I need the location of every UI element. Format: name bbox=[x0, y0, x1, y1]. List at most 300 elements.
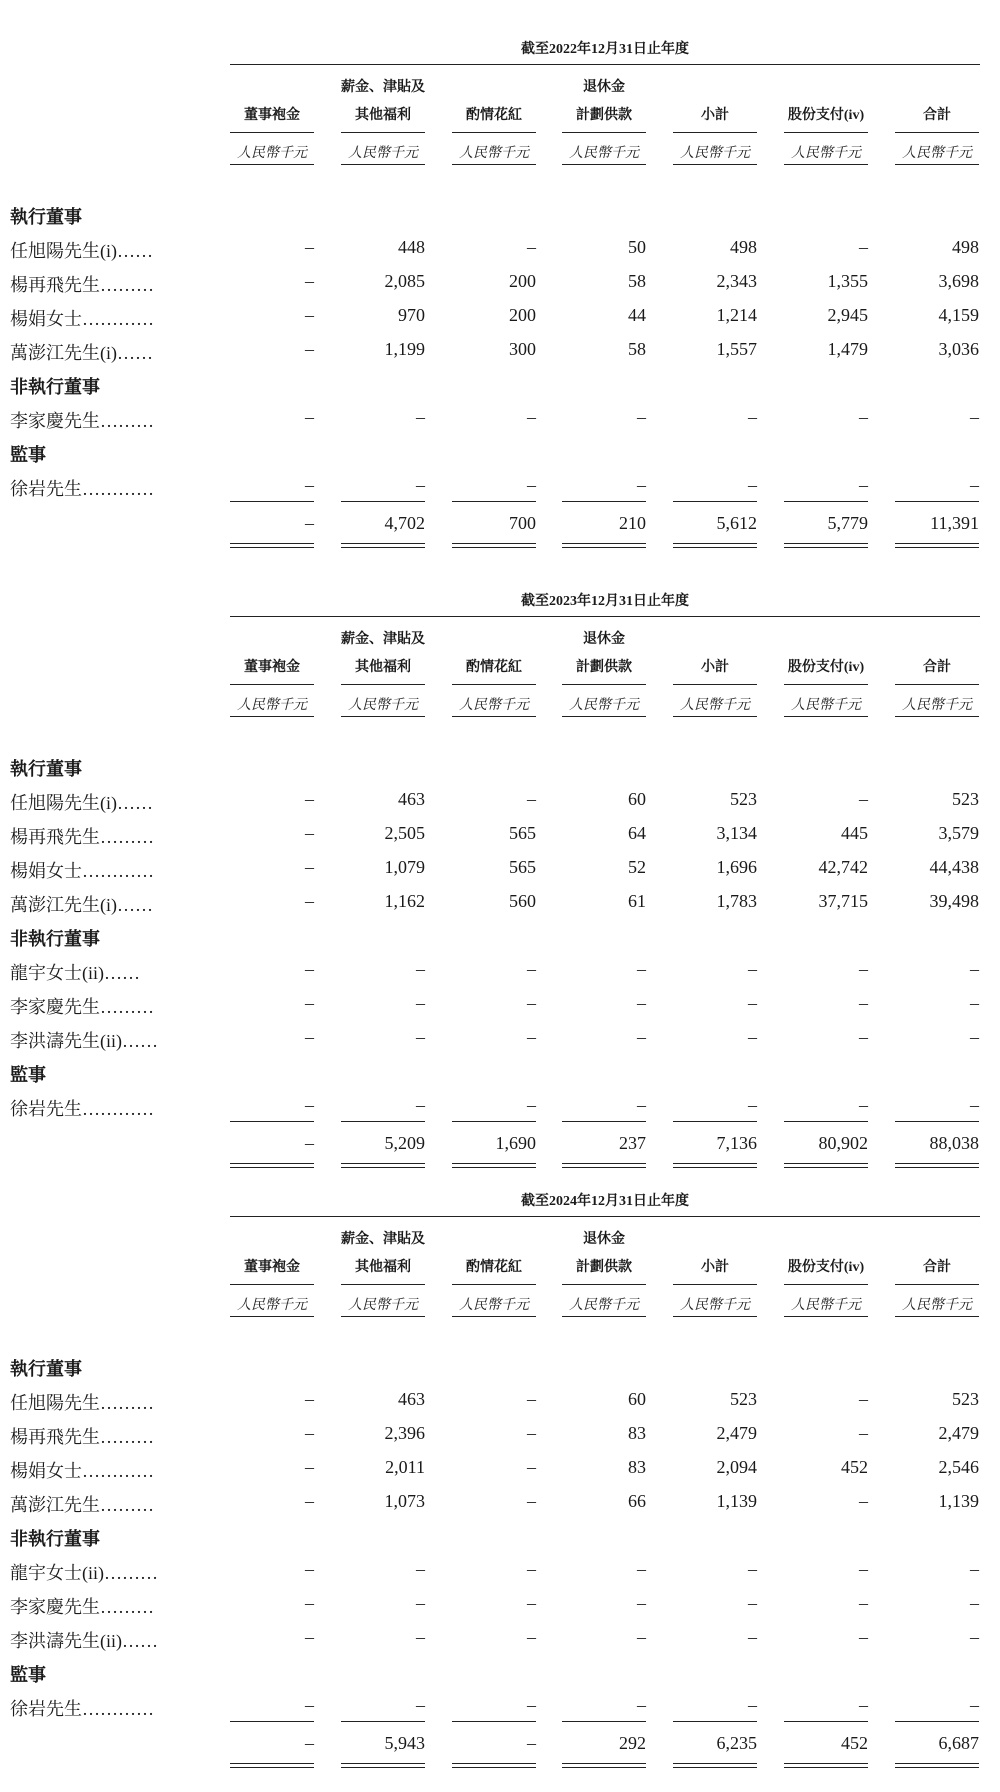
period-rule bbox=[230, 1216, 980, 1217]
table-cell: 60 bbox=[628, 789, 646, 809]
table-cell: 523 bbox=[730, 1389, 757, 1409]
total-cell: – bbox=[305, 1733, 314, 1753]
column-header: 合計 bbox=[923, 1260, 951, 1275]
total-cell: 7,136 bbox=[716, 1133, 757, 1153]
total-rule bbox=[341, 1763, 425, 1768]
table-cell: 2,505 bbox=[384, 823, 425, 843]
table-cell: – bbox=[527, 1627, 536, 1647]
column-header: 董事袍金 bbox=[244, 108, 300, 123]
table-cell: – bbox=[970, 1095, 979, 1115]
table-cell: – bbox=[748, 1695, 757, 1715]
director-name: 楊再飛先生……… bbox=[10, 1427, 154, 1447]
table-cell: – bbox=[637, 1695, 646, 1715]
header-rule bbox=[673, 132, 757, 133]
unit-rule bbox=[784, 716, 868, 717]
subtotal-rule bbox=[895, 1121, 979, 1122]
table-cell: – bbox=[527, 1095, 536, 1115]
subtotal-rule bbox=[673, 1721, 757, 1722]
group-label: 監事 bbox=[10, 1065, 46, 1085]
header-rule bbox=[784, 684, 868, 685]
subtotal-rule bbox=[341, 1121, 425, 1122]
unit-label: 人民幣千元 bbox=[459, 698, 529, 713]
header-rule bbox=[784, 1284, 868, 1285]
table-cell: – bbox=[970, 1627, 979, 1647]
unit-label: 人民幣千元 bbox=[791, 146, 861, 161]
table-cell: 3,698 bbox=[938, 271, 979, 291]
table-cell: – bbox=[527, 1559, 536, 1579]
column-header: 退休金 bbox=[583, 80, 625, 95]
table-cell: 463 bbox=[398, 1389, 425, 1409]
table-cell: – bbox=[416, 1095, 425, 1115]
table-cell: – bbox=[748, 959, 757, 979]
director-name: 龍宇女士(ii)…… bbox=[10, 963, 140, 983]
header-rule bbox=[452, 1284, 536, 1285]
table-cell: – bbox=[748, 1095, 757, 1115]
header-rule bbox=[452, 132, 536, 133]
table-cell: – bbox=[859, 789, 868, 809]
unit-rule bbox=[230, 164, 314, 165]
table-cell: – bbox=[637, 407, 646, 427]
table-cell: – bbox=[305, 1095, 314, 1115]
table-cell: – bbox=[970, 1593, 979, 1613]
table-cell: 1,199 bbox=[384, 339, 425, 359]
table-cell: 83 bbox=[628, 1457, 646, 1477]
table-cell: – bbox=[970, 1559, 979, 1579]
total-rule bbox=[895, 1163, 979, 1168]
table-cell: 58 bbox=[628, 271, 646, 291]
table-cell: – bbox=[305, 271, 314, 291]
column-header: 薪金、津貼及 bbox=[341, 632, 425, 647]
header-rule bbox=[673, 684, 757, 685]
column-header: 退休金 bbox=[583, 1232, 625, 1247]
period-title: 截至2023年12月31日止年度 bbox=[521, 594, 689, 609]
table-cell: 60 bbox=[628, 1389, 646, 1409]
column-header: 董事袍金 bbox=[244, 660, 300, 675]
director-name: 徐岩先生………… bbox=[10, 479, 154, 499]
total-rule bbox=[673, 1163, 757, 1168]
total-rule bbox=[230, 1163, 314, 1168]
table-cell: 1,079 bbox=[384, 857, 425, 877]
table-cell: – bbox=[748, 407, 757, 427]
director-name: 楊再飛先生……… bbox=[10, 827, 154, 847]
column-header: 薪金、津貼及 bbox=[341, 80, 425, 95]
table-cell: – bbox=[970, 993, 979, 1013]
total-cell: – bbox=[305, 1133, 314, 1153]
unit-label: 人民幣千元 bbox=[680, 1298, 750, 1313]
subtotal-rule bbox=[230, 501, 314, 502]
group-label: 監事 bbox=[10, 1665, 46, 1685]
total-cell: 88,038 bbox=[929, 1133, 979, 1153]
table-cell: 52 bbox=[628, 857, 646, 877]
header-rule bbox=[562, 684, 646, 685]
unit-rule bbox=[673, 1316, 757, 1317]
total-cell: 11,391 bbox=[930, 513, 979, 533]
column-header: 計劃供款 bbox=[576, 108, 632, 123]
total-rule bbox=[784, 543, 868, 548]
table-cell: – bbox=[305, 993, 314, 1013]
table-cell: – bbox=[305, 789, 314, 809]
unit-label: 人民幣千元 bbox=[569, 146, 639, 161]
subtotal-rule bbox=[341, 1721, 425, 1722]
total-rule bbox=[230, 1763, 314, 1768]
table-cell: 300 bbox=[509, 339, 536, 359]
table-cell: – bbox=[748, 475, 757, 495]
table-cell: – bbox=[305, 1627, 314, 1647]
table-cell: – bbox=[637, 993, 646, 1013]
director-name: 李家慶先生……… bbox=[10, 1597, 154, 1617]
table-cell: 61 bbox=[628, 891, 646, 911]
table-cell: – bbox=[527, 1491, 536, 1511]
table-cell: – bbox=[416, 1593, 425, 1613]
column-header: 小計 bbox=[701, 660, 729, 675]
table-cell: 44 bbox=[628, 305, 646, 325]
column-header: 其他福利 bbox=[355, 108, 411, 123]
unit-label: 人民幣千元 bbox=[902, 146, 972, 161]
column-header: 其他福利 bbox=[355, 1260, 411, 1275]
column-header: 合計 bbox=[923, 660, 951, 675]
table-cell: – bbox=[305, 823, 314, 843]
unit-rule bbox=[452, 1316, 536, 1317]
unit-label: 人民幣千元 bbox=[348, 1298, 418, 1313]
subtotal-rule bbox=[784, 1121, 868, 1122]
group-label: 監事 bbox=[10, 445, 46, 465]
table-cell: – bbox=[637, 959, 646, 979]
table-cell: 970 bbox=[398, 305, 425, 325]
table-cell: – bbox=[305, 475, 314, 495]
table-cell: – bbox=[416, 1027, 425, 1047]
total-rule bbox=[452, 1763, 536, 1768]
unit-rule bbox=[230, 1316, 314, 1317]
column-header: 小計 bbox=[701, 1260, 729, 1275]
unit-rule bbox=[452, 164, 536, 165]
director-name: 徐岩先生………… bbox=[10, 1699, 154, 1719]
unit-rule bbox=[230, 716, 314, 717]
total-cell: 5,612 bbox=[716, 513, 757, 533]
total-cell: 1,690 bbox=[495, 1133, 536, 1153]
table-cell: 1,162 bbox=[384, 891, 425, 911]
unit-rule bbox=[341, 1316, 425, 1317]
table-cell: 2,479 bbox=[938, 1423, 979, 1443]
table-cell: – bbox=[970, 959, 979, 979]
total-cell: – bbox=[527, 1733, 536, 1753]
table-cell: – bbox=[305, 339, 314, 359]
table-cell: – bbox=[637, 1095, 646, 1115]
total-cell: 5,943 bbox=[384, 1733, 425, 1753]
table-cell: 448 bbox=[398, 237, 425, 257]
table-cell: – bbox=[859, 1027, 868, 1047]
column-header: 董事袍金 bbox=[244, 1260, 300, 1275]
unit-rule bbox=[452, 716, 536, 717]
subtotal-rule bbox=[673, 1121, 757, 1122]
unit-rule bbox=[673, 164, 757, 165]
table-cell: – bbox=[416, 475, 425, 495]
total-rule bbox=[562, 1763, 646, 1768]
table-cell: – bbox=[527, 1593, 536, 1613]
unit-label: 人民幣千元 bbox=[680, 698, 750, 713]
header-rule bbox=[562, 1284, 646, 1285]
column-header: 其他福利 bbox=[355, 660, 411, 675]
unit-label: 人民幣千元 bbox=[459, 146, 529, 161]
subtotal-rule bbox=[784, 1721, 868, 1722]
director-name: 楊娟女士………… bbox=[10, 309, 154, 329]
total-rule bbox=[341, 543, 425, 548]
subtotal-rule bbox=[562, 1721, 646, 1722]
table-cell: – bbox=[859, 475, 868, 495]
total-cell: 5,209 bbox=[384, 1133, 425, 1153]
header-rule bbox=[784, 132, 868, 133]
total-cell: 6,235 bbox=[716, 1733, 757, 1753]
header-rule bbox=[341, 132, 425, 133]
period-rule bbox=[230, 616, 980, 617]
director-name: 李家慶先生……… bbox=[10, 997, 154, 1017]
total-cell: 210 bbox=[619, 513, 646, 533]
total-rule bbox=[452, 1163, 536, 1168]
table-cell: 2,094 bbox=[716, 1457, 757, 1477]
table-cell: 498 bbox=[730, 237, 757, 257]
table-cell: – bbox=[527, 1423, 536, 1443]
director-name: 楊娟女士………… bbox=[10, 861, 154, 881]
total-rule bbox=[784, 1763, 868, 1768]
group-label: 非執行董事 bbox=[10, 1529, 100, 1549]
table-cell: – bbox=[859, 407, 868, 427]
table-cell: – bbox=[527, 475, 536, 495]
table-cell: 445 bbox=[841, 823, 868, 843]
table-cell: – bbox=[305, 1457, 314, 1477]
unit-rule bbox=[895, 1316, 979, 1317]
unit-label: 人民幣千元 bbox=[459, 1298, 529, 1313]
table-cell: – bbox=[305, 1491, 314, 1511]
table-cell: 2,085 bbox=[384, 271, 425, 291]
table-cell: 2,011 bbox=[385, 1457, 425, 1477]
column-header: 計劃供款 bbox=[576, 660, 632, 675]
table-cell: – bbox=[305, 1389, 314, 1409]
table-cell: 1,696 bbox=[716, 857, 757, 877]
table-cell: – bbox=[416, 1627, 425, 1647]
table-cell: – bbox=[527, 407, 536, 427]
table-cell: 39,498 bbox=[929, 891, 979, 911]
table-cell: – bbox=[970, 1695, 979, 1715]
subtotal-rule bbox=[452, 1121, 536, 1122]
unit-rule bbox=[673, 716, 757, 717]
unit-label: 人民幣千元 bbox=[237, 146, 307, 161]
subtotal-rule bbox=[562, 1121, 646, 1122]
column-header: 合計 bbox=[923, 108, 951, 123]
table-cell: – bbox=[305, 1695, 314, 1715]
table-cell: 560 bbox=[509, 891, 536, 911]
table-cell: – bbox=[637, 1627, 646, 1647]
table-cell: 2,396 bbox=[384, 1423, 425, 1443]
table-cell: – bbox=[305, 1423, 314, 1443]
group-label: 執行董事 bbox=[10, 207, 82, 227]
total-rule bbox=[341, 1163, 425, 1168]
table-cell: – bbox=[416, 1559, 425, 1579]
table-cell: 565 bbox=[509, 857, 536, 877]
unit-label: 人民幣千元 bbox=[348, 698, 418, 713]
table-cell: – bbox=[527, 1457, 536, 1477]
total-rule bbox=[230, 543, 314, 548]
table-cell: 1,557 bbox=[716, 339, 757, 359]
table-cell: 66 bbox=[628, 1491, 646, 1511]
header-rule bbox=[895, 684, 979, 685]
total-cell: 452 bbox=[841, 1733, 868, 1753]
table-cell: 2,945 bbox=[827, 305, 868, 325]
table-cell: – bbox=[859, 1491, 868, 1511]
unit-label: 人民幣千元 bbox=[791, 698, 861, 713]
subtotal-rule bbox=[341, 501, 425, 502]
table-cell: 3,036 bbox=[938, 339, 979, 359]
table-cell: 64 bbox=[628, 823, 646, 843]
table-cell: 1,783 bbox=[716, 891, 757, 911]
subtotal-rule bbox=[562, 501, 646, 502]
table-cell: – bbox=[305, 1027, 314, 1047]
table-cell: – bbox=[859, 1389, 868, 1409]
table-cell: – bbox=[859, 959, 868, 979]
table-cell: 1,479 bbox=[827, 339, 868, 359]
total-rule bbox=[673, 543, 757, 548]
table-cell: 1,355 bbox=[827, 271, 868, 291]
director-name: 徐岩先生………… bbox=[10, 1099, 154, 1119]
header-rule bbox=[341, 1284, 425, 1285]
table-cell: – bbox=[305, 305, 314, 325]
table-cell: – bbox=[305, 891, 314, 911]
unit-rule bbox=[784, 164, 868, 165]
table-cell: – bbox=[970, 1027, 979, 1047]
table-cell: 42,742 bbox=[818, 857, 868, 877]
unit-label: 人民幣千元 bbox=[569, 698, 639, 713]
table-cell: – bbox=[527, 1389, 536, 1409]
header-rule bbox=[895, 1284, 979, 1285]
table-cell: – bbox=[416, 959, 425, 979]
total-rule bbox=[452, 543, 536, 548]
column-header: 小計 bbox=[701, 108, 729, 123]
table-cell: – bbox=[748, 1593, 757, 1613]
table-cell: – bbox=[527, 959, 536, 979]
table-cell: 2,546 bbox=[938, 1457, 979, 1477]
unit-rule bbox=[895, 164, 979, 165]
header-rule bbox=[230, 684, 314, 685]
group-label: 非執行董事 bbox=[10, 929, 100, 949]
table-cell: 3,134 bbox=[716, 823, 757, 843]
column-header: 酌情花紅 bbox=[466, 1260, 522, 1275]
group-label: 非執行董事 bbox=[10, 377, 100, 397]
director-name: 任旭陽先生(i)…… bbox=[10, 241, 153, 261]
total-rule bbox=[895, 1763, 979, 1768]
table-cell: 200 bbox=[509, 305, 536, 325]
unit-label: 人民幣千元 bbox=[237, 698, 307, 713]
table-cell: – bbox=[527, 789, 536, 809]
subtotal-rule bbox=[895, 501, 979, 502]
unit-rule bbox=[562, 164, 646, 165]
table-cell: 2,479 bbox=[716, 1423, 757, 1443]
unit-label: 人民幣千元 bbox=[902, 1298, 972, 1313]
unit-label: 人民幣千元 bbox=[348, 146, 418, 161]
column-header: 計劃供款 bbox=[576, 1260, 632, 1275]
unit-rule bbox=[895, 716, 979, 717]
table-cell: 1,073 bbox=[384, 1491, 425, 1511]
director-name: 任旭陽先生(i)…… bbox=[10, 793, 153, 813]
column-header: 股份支付(iv) bbox=[787, 660, 865, 675]
table-cell: – bbox=[859, 1095, 868, 1115]
director-name: 萬澎江先生……… bbox=[10, 1495, 154, 1515]
unit-label: 人民幣千元 bbox=[791, 1298, 861, 1313]
table-cell: 2,343 bbox=[716, 271, 757, 291]
table-cell: – bbox=[637, 1559, 646, 1579]
director-name: 萬澎江先生(i)…… bbox=[10, 343, 153, 363]
director-name: 龍宇女士(ii)……… bbox=[10, 1563, 158, 1583]
table-cell: – bbox=[859, 1695, 868, 1715]
subtotal-rule bbox=[895, 1721, 979, 1722]
table-cell: – bbox=[970, 407, 979, 427]
unit-rule bbox=[341, 716, 425, 717]
period-rule bbox=[230, 64, 980, 65]
table-cell: – bbox=[748, 1627, 757, 1647]
table-cell: 523 bbox=[730, 789, 757, 809]
table-cell: – bbox=[305, 407, 314, 427]
total-cell: 4,702 bbox=[384, 513, 425, 533]
table-cell: – bbox=[305, 1559, 314, 1579]
table-cell: – bbox=[305, 857, 314, 877]
table-cell: – bbox=[859, 237, 868, 257]
table-cell: 523 bbox=[952, 789, 979, 809]
table-cell: – bbox=[748, 993, 757, 1013]
unit-label: 人民幣千元 bbox=[680, 146, 750, 161]
table-cell: – bbox=[970, 475, 979, 495]
unit-rule bbox=[341, 164, 425, 165]
director-name: 李洪濤先生(ii)…… bbox=[10, 1631, 158, 1651]
unit-label: 人民幣千元 bbox=[569, 1298, 639, 1313]
unit-label: 人民幣千元 bbox=[237, 1298, 307, 1313]
table-cell: 1,139 bbox=[938, 1491, 979, 1511]
director-name: 萬澎江先生(i)…… bbox=[10, 895, 153, 915]
table-cell: – bbox=[527, 993, 536, 1013]
table-cell: 3,579 bbox=[938, 823, 979, 843]
total-cell: 237 bbox=[619, 1133, 646, 1153]
table-cell: – bbox=[305, 1593, 314, 1613]
table-cell: – bbox=[416, 993, 425, 1013]
subtotal-rule bbox=[673, 501, 757, 502]
total-rule bbox=[673, 1763, 757, 1768]
table-cell: 452 bbox=[841, 1457, 868, 1477]
table-cell: 44,438 bbox=[929, 857, 979, 877]
group-label: 執行董事 bbox=[10, 759, 82, 779]
header-rule bbox=[341, 684, 425, 685]
header-rule bbox=[230, 1284, 314, 1285]
director-name: 李洪濤先生(ii)…… bbox=[10, 1031, 158, 1051]
table-cell: 58 bbox=[628, 339, 646, 359]
table-cell: 37,715 bbox=[818, 891, 868, 911]
header-rule bbox=[452, 684, 536, 685]
table-cell: – bbox=[859, 993, 868, 1013]
unit-label: 人民幣千元 bbox=[902, 698, 972, 713]
total-cell: 6,687 bbox=[938, 1733, 979, 1753]
table-cell: – bbox=[527, 1027, 536, 1047]
director-name: 楊再飛先生……… bbox=[10, 275, 154, 295]
period-title: 截至2024年12月31日止年度 bbox=[521, 1194, 689, 1209]
subtotal-rule bbox=[230, 1121, 314, 1122]
total-rule bbox=[562, 1163, 646, 1168]
total-cell: 5,779 bbox=[827, 513, 868, 533]
total-cell: – bbox=[305, 513, 314, 533]
unit-rule bbox=[784, 1316, 868, 1317]
table-cell: – bbox=[859, 1423, 868, 1443]
table-cell: – bbox=[527, 1695, 536, 1715]
subtotal-rule bbox=[230, 1721, 314, 1722]
total-rule bbox=[784, 1163, 868, 1168]
table-cell: – bbox=[748, 1559, 757, 1579]
table-cell: – bbox=[416, 1695, 425, 1715]
header-rule bbox=[673, 1284, 757, 1285]
column-header: 股份支付(iv) bbox=[787, 1260, 865, 1275]
